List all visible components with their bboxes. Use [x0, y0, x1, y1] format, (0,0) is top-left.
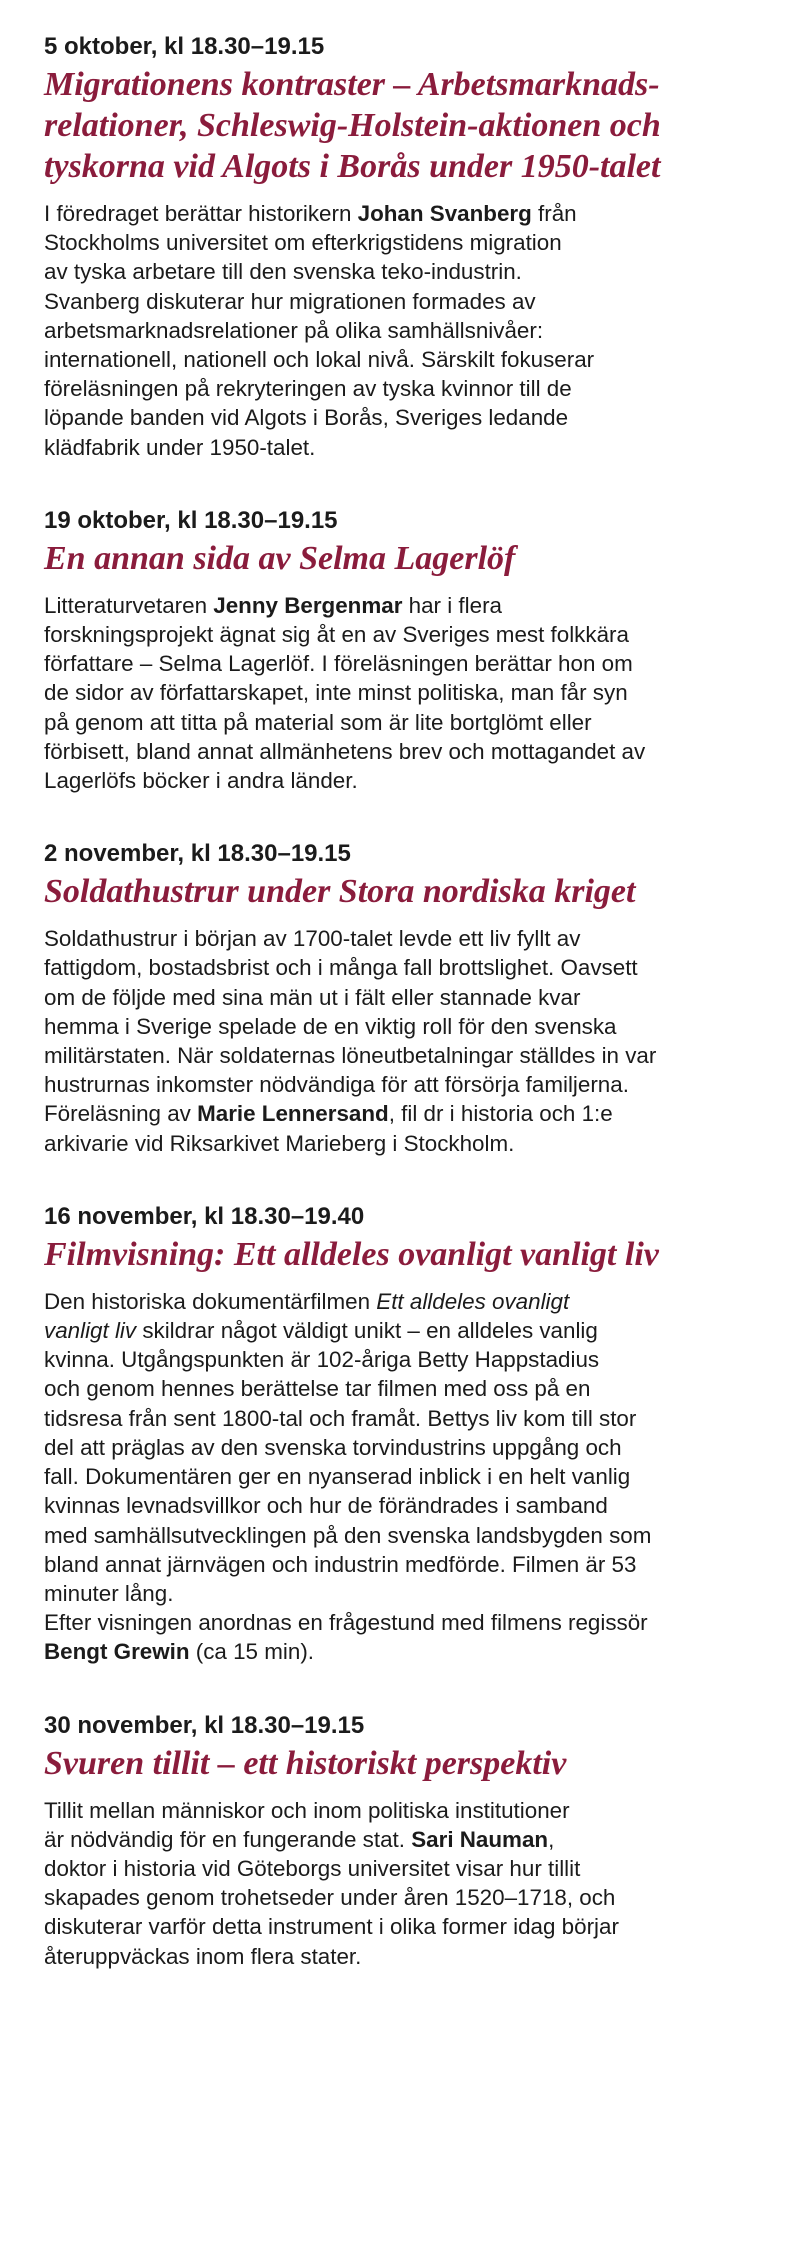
description-line	[44, 737, 760, 766]
description-line	[44, 1637, 760, 1666]
event-description	[44, 1287, 760, 1667]
description-text: de sidor av författarskapet, inte minst politiska, man får syn	[44, 680, 628, 706]
description-line	[44, 1433, 760, 1462]
description-text: bland annat järnvägen och industrin medförde. Filmen är 53	[44, 1551, 637, 1577]
description-line	[44, 1854, 760, 1883]
description-line	[44, 1883, 760, 1912]
description-text: Soldathustrur i början av 1700-talet levde ett liv fyllt av	[44, 926, 581, 952]
description-text: militärstaten. När soldaternas löneutbetalningar ställdes in var	[44, 1043, 657, 1069]
description-line	[44, 433, 760, 462]
description-text: arbetsmarknadsrelationer på olika samhällsnivåer:	[44, 317, 544, 343]
description-text: föreläsningen på rekryteringen av tyska kvinnor till de	[44, 376, 572, 402]
description-line	[44, 257, 760, 286]
description-line	[44, 1316, 760, 1345]
description-line	[44, 1579, 760, 1608]
description-text: diskuterar varför detta instrument i olika former idag börjar	[44, 1914, 619, 1940]
speaker-name: Marie Lennersand	[197, 1101, 389, 1127]
description-text: del att präglas av den svenska torvindustrins uppgång och	[44, 1434, 622, 1460]
event-date: 19 oktober, kl 18.30–19.15	[44, 506, 338, 534]
description-line	[44, 345, 760, 374]
description-text: minuter lång.	[44, 1580, 174, 1606]
film-title: vanligt liv	[44, 1318, 137, 1344]
speaker-name: Jenny Bergenmar	[213, 592, 403, 618]
description-line	[44, 1462, 760, 1491]
description-text: Efter visningen anordnas en frågestund med filmens regissör	[44, 1610, 648, 1636]
description-text: forskningsprojekt ägnat sig åt en av Sveriges mest folkkära	[44, 622, 629, 648]
description-line	[44, 1099, 760, 1128]
description-text: Tillit mellan människor och inom politiska institutioner	[44, 1797, 570, 1823]
description-line	[44, 1521, 760, 1550]
description-text: internationell, nationell och lokal nivå. Särskilt fokuserar	[44, 347, 595, 373]
description-text: från	[531, 201, 577, 226]
description-text: Stockholms universitet om efterkrigstidens migration	[44, 230, 562, 256]
speaker-name: Sari Nauman	[411, 1826, 549, 1852]
event-title	[44, 538, 760, 579]
description-text: Svanberg diskuterar hur migrationen formades av	[44, 288, 536, 314]
event-description	[44, 199, 760, 462]
description-text: Föreläsning av	[44, 1101, 198, 1127]
event-title-line: tyskorna vid Algots i Borås under 1950-talet	[44, 148, 661, 185]
description-line	[44, 1942, 760, 1971]
event-section	[44, 839, 760, 1158]
event-title-line: Filmvisning: Ett alldeles ovanligt vanligt liv	[44, 1235, 659, 1273]
description-line	[44, 1345, 760, 1374]
description-text: kvinna. Utgångspunkten är 102-åriga Betty Happstadius	[44, 1347, 600, 1373]
description-line	[44, 1070, 760, 1099]
description-line	[44, 1608, 760, 1637]
description-text: förbisett, bland annat allmänhetens brev och mottagandet av	[44, 738, 646, 764]
event-title	[44, 1234, 760, 1275]
description-line	[44, 228, 760, 257]
description-line	[44, 953, 760, 982]
event-title	[44, 64, 760, 187]
description-line	[44, 983, 760, 1012]
description-line	[44, 1129, 760, 1158]
film-title: Ett alldeles ovanligt	[376, 1288, 570, 1314]
description-text: Den historiska dokumentärfilmen	[44, 1288, 377, 1314]
speaker-name: Bengt Grewin	[44, 1639, 190, 1665]
event-description	[44, 924, 760, 1158]
event-title-line: En annan sida av Selma Lagerlöf	[44, 539, 516, 577]
description-text: doktor i historia vid Göteborgs universitet visar hur tillit	[44, 1855, 581, 1881]
event-title-line: Soldathustrur under Stora nordiska kriget	[44, 873, 636, 911]
description-text: hustrurnas inkomster nödvändiga för att försörja familjerna.	[44, 1072, 629, 1098]
event-section	[44, 1711, 760, 1971]
description-text: författare – Selma Lagerlöf. I föreläsningen berättar hon om	[44, 651, 633, 677]
event-title-line: Migrationens kontraster – Arbetsmarknads-	[44, 66, 660, 103]
description-text: på genom att titta på material som är lite bortglömt eller	[44, 709, 592, 735]
description-line	[44, 1491, 760, 1520]
description-text: hemma i Sverige spelade de en viktig roll för den svenska	[44, 1013, 617, 1039]
description-text: klädfabrik under 1950-talet.	[44, 434, 316, 460]
event-title-line: relationer, Schleswig-Holstein-aktionen och	[44, 107, 661, 144]
description-text: skapades genom trohetseder under åren 1520–1718, och	[44, 1885, 616, 1911]
event-description	[44, 591, 760, 795]
event-date: 5 oktober, kl 18.30–19.15	[44, 33, 325, 60]
description-line	[44, 1374, 760, 1403]
description-line	[44, 766, 760, 795]
description-line	[44, 316, 760, 345]
description-line	[44, 1041, 760, 1070]
description-text: ,	[548, 1826, 555, 1852]
description-line	[44, 199, 760, 228]
event-section	[44, 506, 760, 795]
description-line	[44, 1287, 760, 1316]
description-text: (ca 15 min).	[189, 1639, 314, 1665]
description-text: I föredraget berättar historikern	[44, 201, 358, 226]
description-text: löpande banden vid Algots i Borås, Sveriges ledande	[44, 405, 569, 431]
description-text: är nödvändig för en fungerande stat.	[44, 1826, 412, 1852]
description-text: fattigdom, bostadsbrist och i många fall brottslighet. Oavsett	[44, 955, 638, 981]
event-section	[44, 32, 760, 462]
description-text: och genom hennes berättelse tar filmen med oss på en	[44, 1376, 591, 1402]
description-text: kvinnas levnadsvillkor och hur de förändrades i samband	[44, 1493, 608, 1519]
event-program-page	[44, 32, 760, 2015]
description-line	[44, 1012, 760, 1041]
description-line	[44, 1912, 760, 1941]
description-text: , fil dr i historia och 1:e	[388, 1101, 613, 1127]
event-title	[44, 871, 760, 912]
description-line	[44, 1825, 760, 1854]
description-text: har i flera	[402, 592, 502, 618]
description-line	[44, 287, 760, 316]
description-line	[44, 403, 760, 432]
description-text: tidsresa från sent 1800-tal och framåt. Bettys liv kom till stor	[44, 1405, 637, 1431]
description-line	[44, 678, 760, 707]
description-text: av tyska arbetare till den svenska teko-industrin.	[44, 259, 522, 285]
event-date: 30 november, kl 18.30–19.15	[44, 1711, 365, 1739]
description-line	[44, 924, 760, 953]
description-text: med samhällsutvecklingen på den svenska landsbygden som	[44, 1522, 652, 1548]
description-line	[44, 1796, 760, 1825]
event-description	[44, 1796, 760, 1971]
description-line	[44, 708, 760, 737]
description-line	[44, 591, 760, 620]
description-line	[44, 649, 760, 678]
event-date: 16 november, kl 18.30–19.40	[44, 1202, 365, 1230]
speaker-name: Johan Svanberg	[357, 201, 532, 226]
description-line	[44, 374, 760, 403]
description-line	[44, 1550, 760, 1579]
description-text: Litteraturvetaren	[44, 592, 214, 618]
event-date: 2 november, kl 18.30–19.15	[44, 840, 351, 868]
event-title-line: Svuren tillit – ett historiskt perspektiv	[44, 1744, 567, 1782]
event-section	[44, 1202, 760, 1667]
description-text: arkivarie vid Riksarkivet Marieberg i Stockholm.	[44, 1130, 515, 1156]
description-line	[44, 620, 760, 649]
description-text: Lagerlöfs böcker i andra länder.	[44, 768, 358, 794]
description-text: skildrar något väldigt unikt – en alldeles vanlig	[136, 1318, 598, 1344]
event-title	[44, 1743, 760, 1784]
description-line	[44, 1404, 760, 1433]
description-text: om de följde med sina män ut i fält eller stannade kvar	[44, 984, 581, 1010]
description-text: fall. Dokumentären ger en nyanserad inblick i en helt vanlig	[44, 1464, 631, 1490]
description-text: återuppväckas inom flera stater.	[44, 1943, 362, 1969]
